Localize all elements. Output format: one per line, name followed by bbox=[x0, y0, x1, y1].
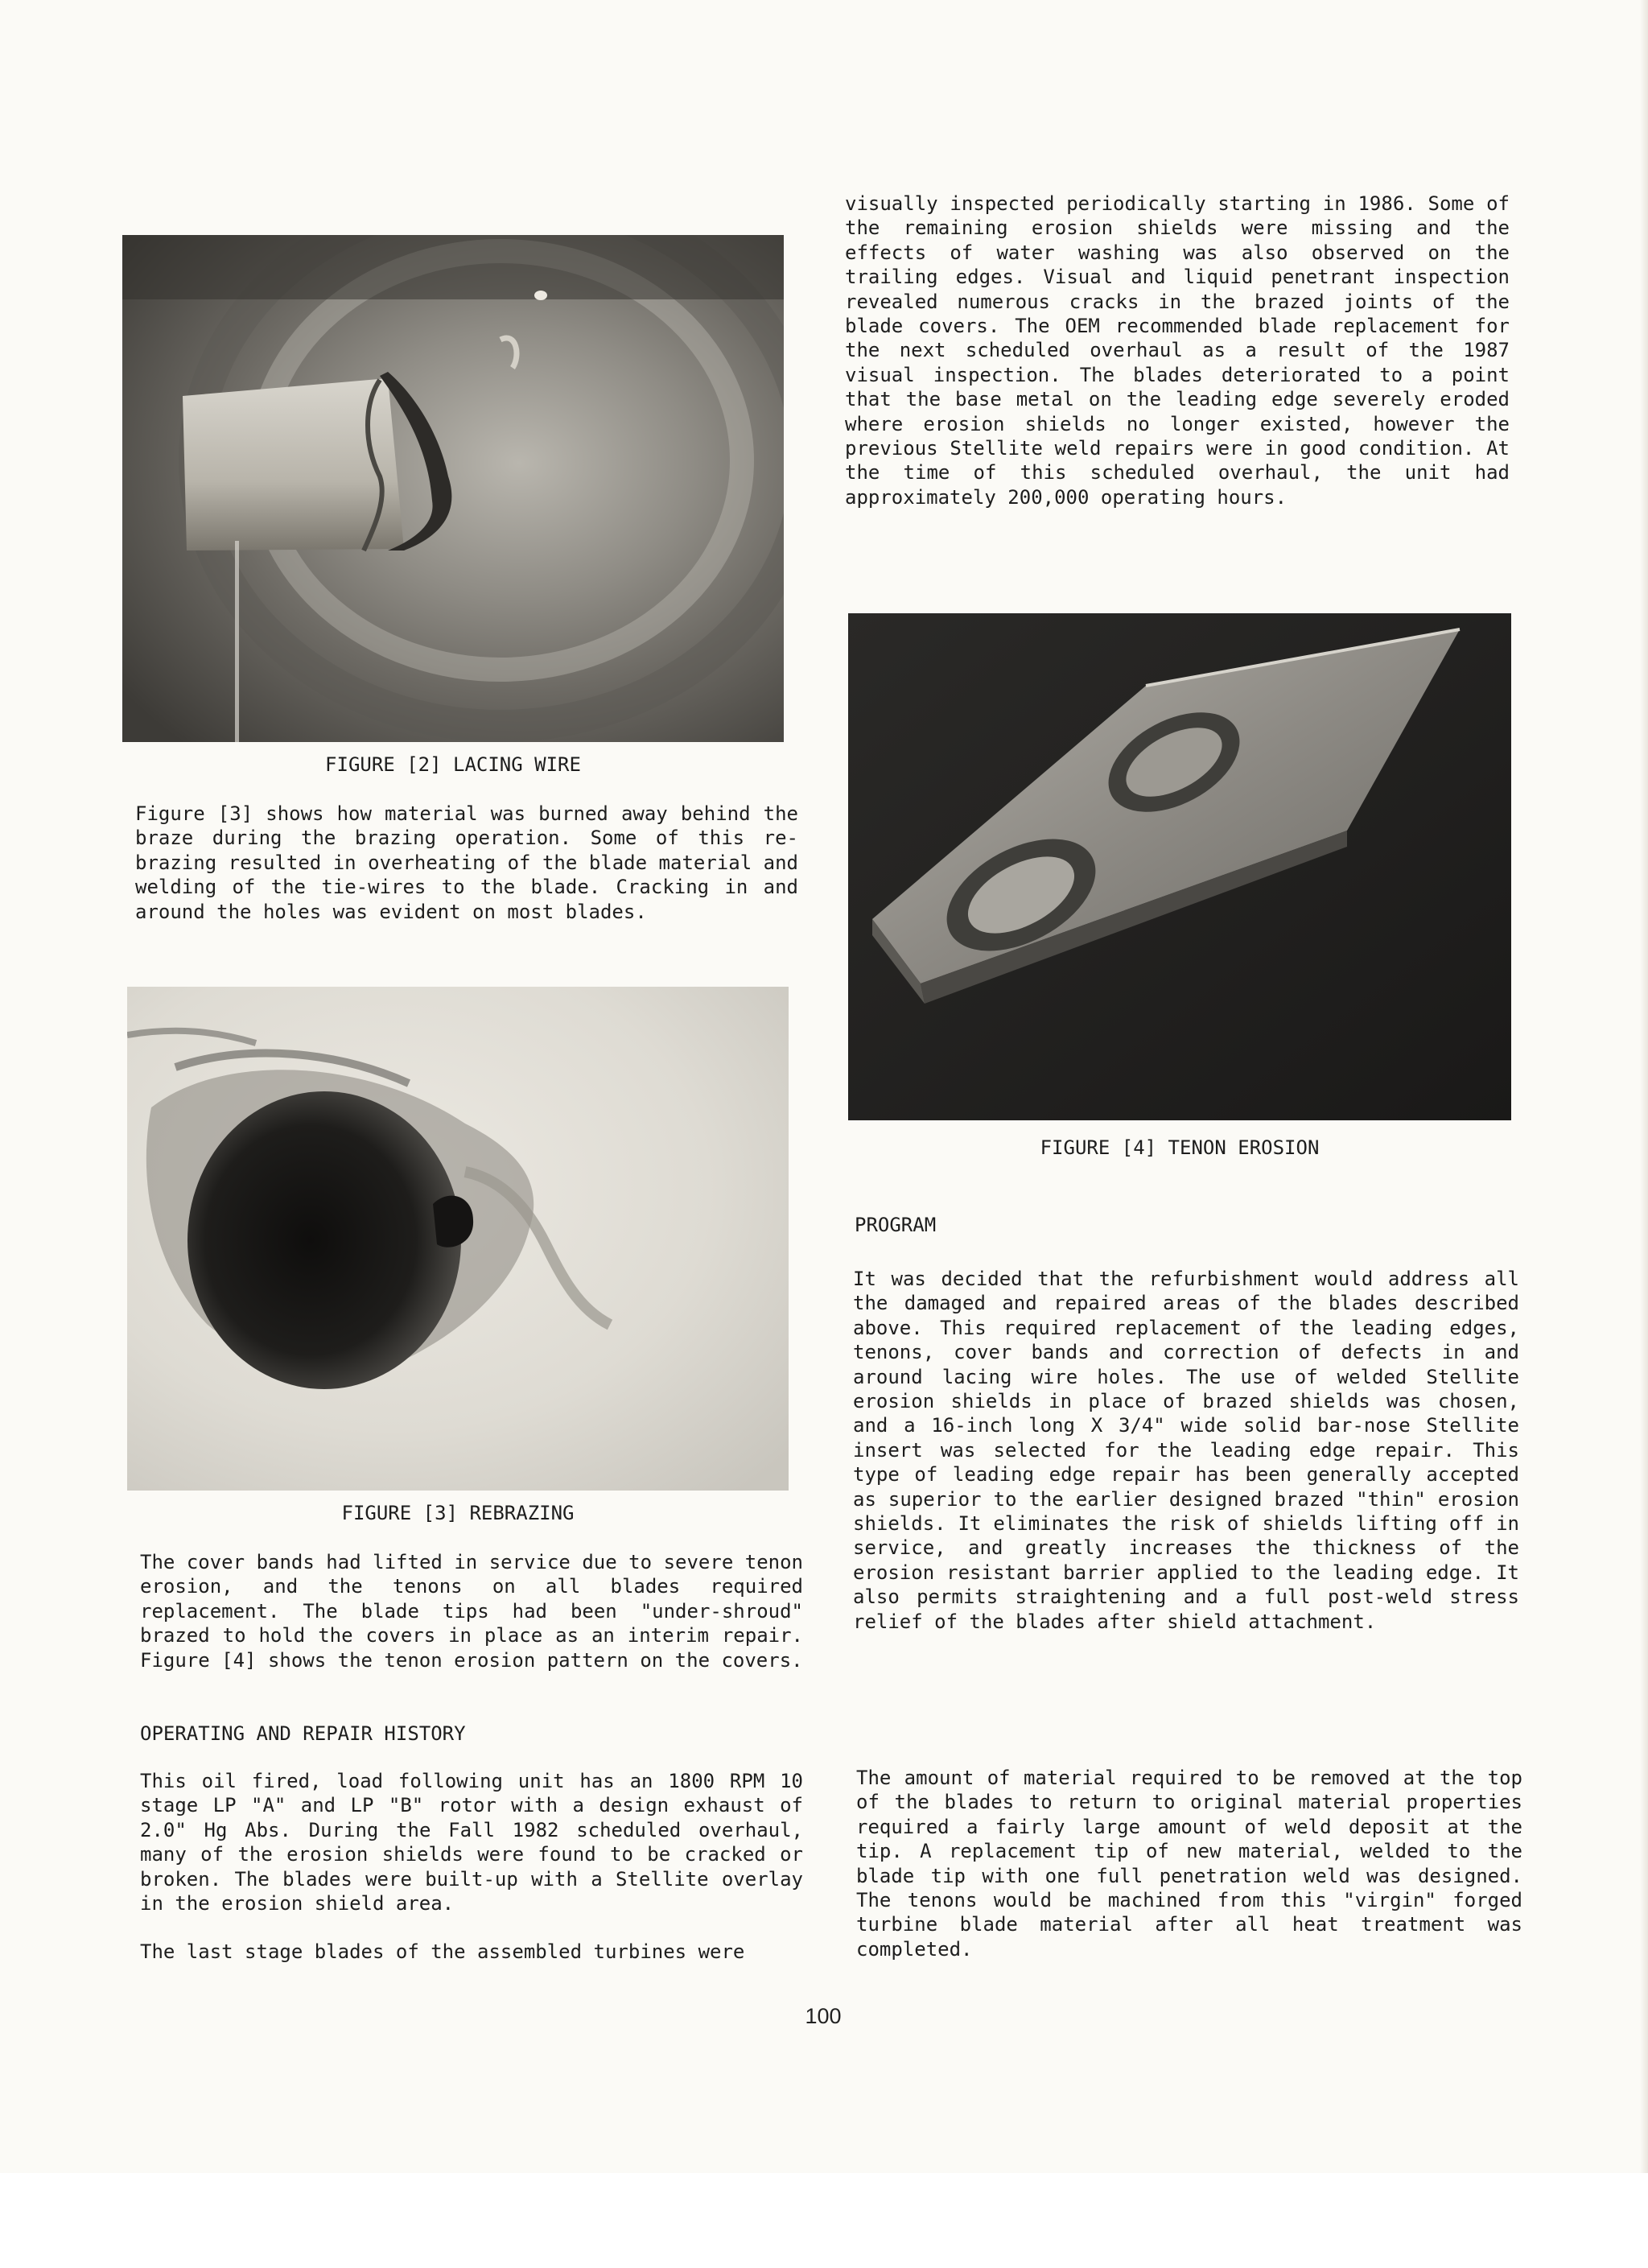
figure-2-caption: FIGURE [2] LACING WIRE bbox=[325, 753, 581, 776]
paragraph-material-removal: The amount of material required to be removed at the top of the blades to return to original material properties required a fairly large amount of weld deposit at the tip. A replacement tip of new material, welded to the blade tip with one full penetration weld was designed. The tenons would be machined from this "virgin" forged turbine blade material after all heat treatment was completed. bbox=[856, 1767, 1522, 1961]
figure-3-caption: FIGURE [3] REBRAZING bbox=[341, 1502, 575, 1524]
heading-operating-and-repair-history: OPERATING AND REPAIR HISTORY bbox=[140, 1722, 466, 1745]
page-edge-shadow bbox=[1640, 0, 1648, 2268]
heading-program: PROGRAM bbox=[855, 1214, 937, 1236]
figure-4-tenon-erosion-photo bbox=[848, 613, 1511, 1120]
paragraph-figure-3-description: Figure [3] shows how material was burned away behind the braze during the brazing operation. Some of this re-brazing resulted in overheating of the blade material and welding of the tie-wires to the blade. Cracking in and around the holes was evident on most blades. bbox=[135, 802, 798, 923]
paragraph-unit-description: This oil fired, load following unit has an 1800 RPM 10 stage LP "A" and LP "B" rotor with a design exhaust of 2.0" Hg Abs. During the Fall 1982 scheduled overhaul, many of the erosion shields were found to be cracked or broken. The blades were built-up with a Stellite overlay in the erosion shield area. bbox=[140, 1770, 803, 1915]
paragraph-cover-bands: The cover bands had lifted in service due to severe tenon erosion, and the tenons on all blades required replacement. The blade tips had been "under-shroud" brazed to hold the covers in place as an interim repair. Figure [4] shows the tenon erosion pattern on the covers. bbox=[140, 1551, 803, 1672]
paragraph-visual-inspection: visually inspected periodically starting in 1986. Some of the remaining erosion shields were missing and the effects of water washing was also observed on the trailing edges. Visual and liquid penetrant inspection revealed numerous cracks in the brazed joints of the blade covers. The OEM recommended blade replacement for the next scheduled overhaul as a result of the 1987 visual inspection. The blades deteriorated to a point that the base metal on the leading edge severely eroded where erosion shields no longer existed, however the previous Stellite weld repairs were in good condition. At the time of this scheduled overhaul, the unit had approximately 200,000 operating hours. bbox=[845, 192, 1510, 509]
paragraph-program: It was decided that the refurbishment would address all the damaged and repaired areas of the blades described above. This required replacement of the leading edges, tenons, cover bands and correction of defects in and around lacing wire holes. The use of welded Stellite erosion shields in place of brazed shields was chosen, and a 16-inch long X 3/4" wide solid bar-nose Stellite insert was selected for the leading edge repair. This type of leading edge repair has been generally accepted as superior to the earlier designed brazed "thin" erosion shields. It eliminates the risk of shields lifting off in service, and greatly increases the thickness of the erosion resistant barrier applied to the leading edge. It also permits straightening and a full post-weld stress relief of the blades after shield attachment. bbox=[853, 1268, 1519, 1633]
figure-2-lacing-wire-photo bbox=[122, 235, 784, 742]
page-number: 100 bbox=[805, 2004, 842, 2028]
figure-3-rebrazing-photo bbox=[127, 987, 789, 1491]
scan-bottom-margin bbox=[0, 2173, 1648, 2268]
paragraph-last-stage-blades: The last stage blades of the assembled turbines were bbox=[140, 1940, 745, 1963]
figure-4-caption: FIGURE [4] TENON EROSION bbox=[1040, 1136, 1320, 1159]
